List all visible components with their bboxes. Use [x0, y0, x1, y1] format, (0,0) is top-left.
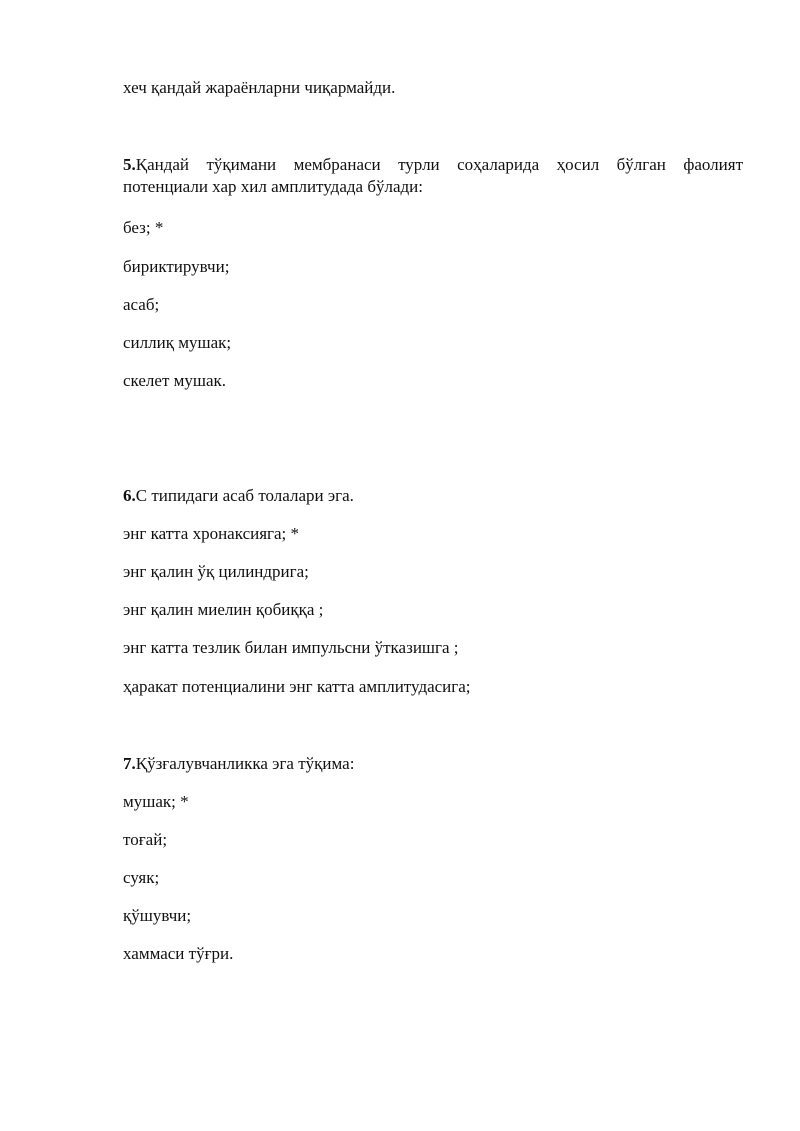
question-5 — [123, 154, 743, 198]
question-5-line-2: потенциали хар хил амплитудада бўлади: — [123, 177, 423, 196]
answer-option: тоғай; — [123, 830, 168, 849]
answer-option: энг катта хронаксияга; * — [123, 524, 300, 543]
question-7 — [123, 753, 354, 775]
answer-option: қўшувчи; — [123, 906, 192, 925]
answer-option: без; * — [123, 218, 164, 237]
question-5-line-1 — [123, 154, 743, 176]
answer-option: силлиқ мушак; — [123, 333, 232, 352]
answer-option: бириктирувчи; — [123, 257, 230, 276]
answer-option: асаб; — [123, 295, 160, 314]
lead-line: хеч қандай жараёнларни чиқармайди. — [123, 78, 396, 97]
answer-option: ҳаракат потенциалини энг катта амплитудасига; — [123, 677, 471, 696]
answer-option: хаммаси тўғри. — [123, 944, 234, 963]
question-6 — [123, 485, 354, 507]
answer-option: скелет мушак. — [123, 371, 227, 390]
answer-option: энг қалин ўқ цилиндрига; — [123, 562, 309, 581]
answer-option: энг қалин миелин қобиққа ; — [123, 600, 324, 619]
answer-option: мушак; * — [123, 792, 189, 811]
question-number: 5. — [123, 155, 136, 174]
question-text: Қўзғалувчанликка эга тўқима: — [135, 754, 355, 773]
answer-option: суяк; — [123, 868, 160, 887]
question-text: С типидаги асаб толалари эга. — [135, 486, 354, 505]
question-number: 7. — [123, 754, 136, 773]
answer-option: энг катта тезлик билан импульсни ўтказишга ; — [123, 638, 459, 657]
question-number: 6. — [123, 486, 136, 505]
question-text: Қандай тўқимани мембранаси турли соҳаларида ҳосил бўлган фаолият — [135, 155, 743, 174]
